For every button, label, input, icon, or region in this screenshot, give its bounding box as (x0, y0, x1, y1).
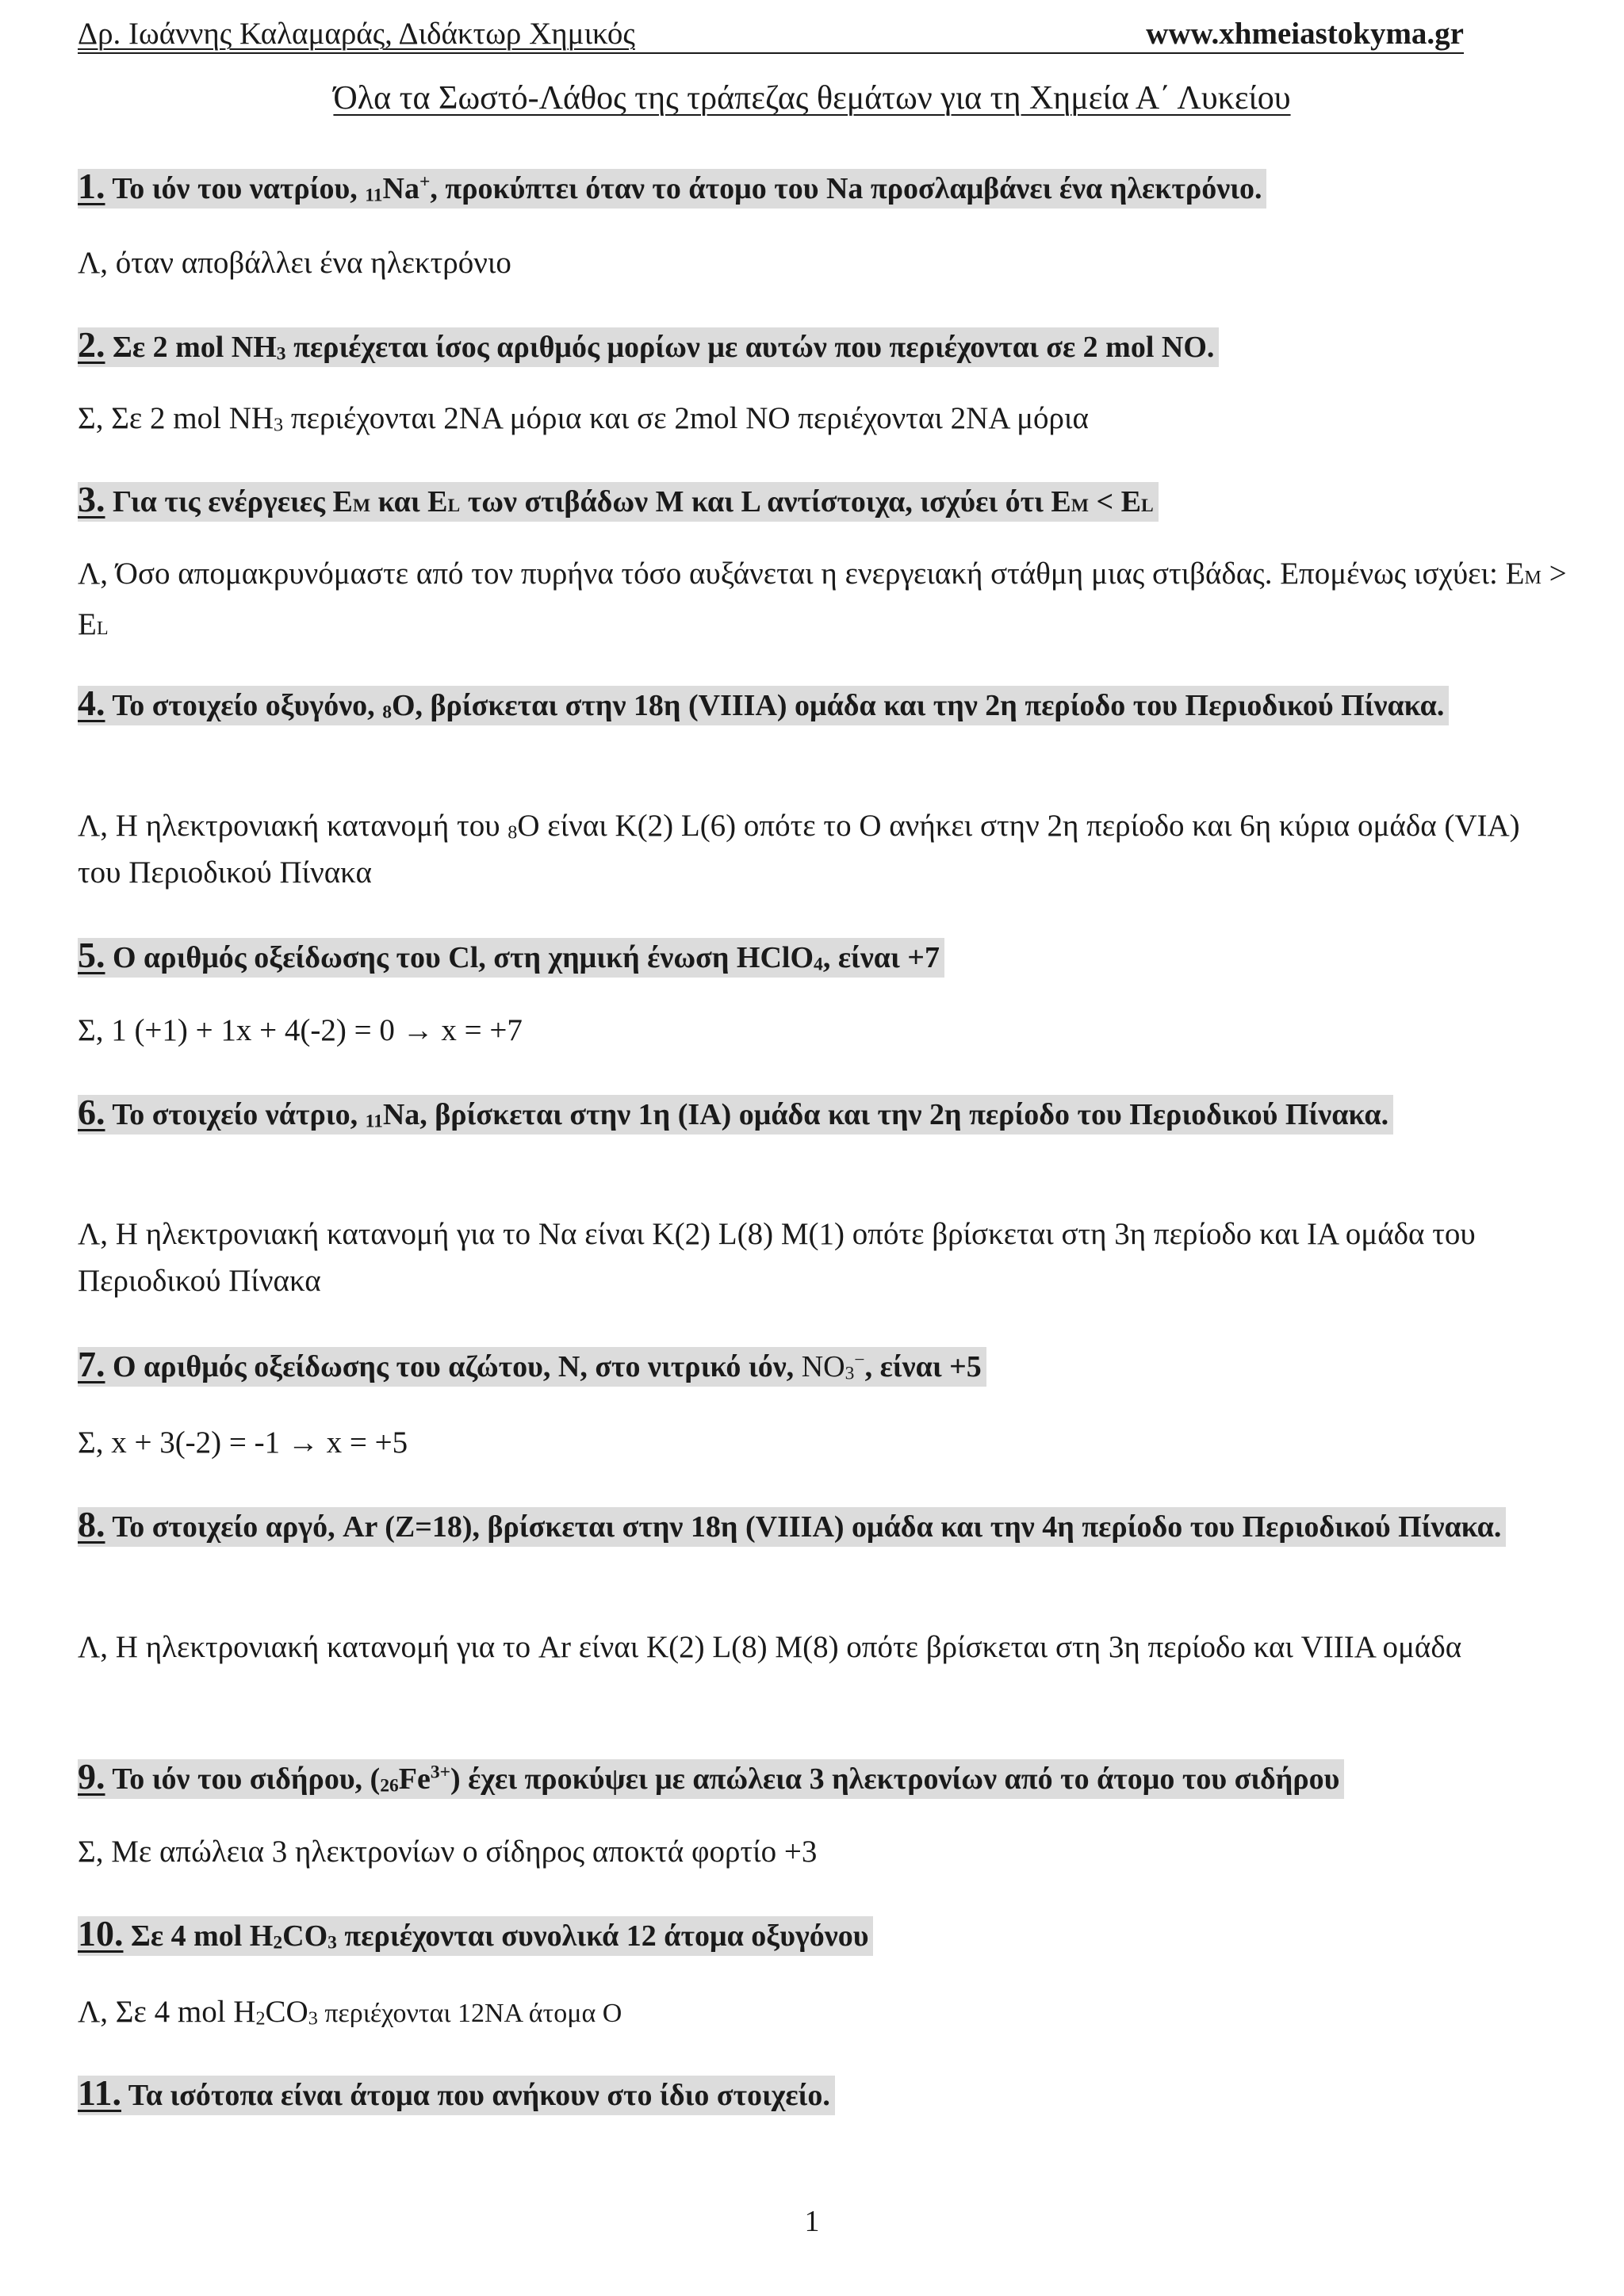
question-7 (78, 1341, 1568, 1391)
question-number: 5. (78, 935, 105, 975)
answer-4: Λ, Η ηλεκτρονιακή κατανομή του $_8$O είναι K(2) L(6) οπότε το O ανήκει στην 2η περίοδο και 6η κύρια ομάδα (VIA) του Περιοδικού Πίνακα (78, 809, 1520, 890)
question-3 (78, 476, 1568, 530)
answer-7: Σ, x + 3(-2) = -1 → x = +5 (78, 1425, 408, 1460)
document-title: Όλα τα Σωστό-Λάθος της τράπεζας θεμάτων για τη Χημεία Α΄ Λυκείου (333, 80, 1291, 117)
answer-3: Λ, Όσο απομακρυνόμαστε από τον πυρήνα τόσο αυξάνεται η ενεργειακή στάθμη μιας στιβάδας. Επομένως ισχύει: EM > EL (78, 557, 1567, 641)
nitrate-ion-formula: $NO_3^-$ (801, 1349, 865, 1384)
question-8 (78, 1501, 1568, 1551)
question-text: 6. Το στοιχείο νάτριο, $_{11}$Na, βρίσκεται στην 1η (IA) ομάδα και την 2η περίοδο του Περιοδικού Πίνακα. (78, 1095, 1393, 1135)
answer-1: Λ, όταν αποβάλλει ένα ηλεκτρόνιο (78, 246, 511, 280)
question-text: 1. Το ιόν του νατρίου, $_{11}$Na+, προκύπτει όταν το άτομο του Na προσλαμβάνει ένα ηλεκτρόνιο. (78, 169, 1266, 209)
question-5 (78, 932, 1568, 982)
question-11 (78, 2069, 1568, 2119)
question-10 (78, 1910, 1568, 1960)
question-text: 4. Το στοιχείο οξυγόνο, $_8$O, βρίσκεται στην 18η (VIIIA) ομάδα και την 2η περίοδο του Περιοδικού Πίνακα. (78, 686, 1449, 725)
question-number: 3. (78, 479, 105, 519)
author-name: Δρ. Ιωάννης Καλαμαράς, Διδάκτωρ Χημικός (78, 17, 635, 51)
question-2 (78, 321, 1568, 371)
question-text: 10. Σε 4 mol $H_2CO_3$ περιέχονται συνολικά 12 άτομα οξυγόνου (78, 1916, 873, 1956)
question-number: 2. (78, 324, 105, 365)
question-text: 2. Σε 2 mol $NH_3$ περιέχεται ίσος αριθμός μορίων με αυτών που περιέχονται σε 2 mol NO. (78, 327, 1219, 367)
question-9 (78, 1753, 1568, 1803)
question-number: 1. (78, 166, 105, 206)
question-text: 3. Για τις ενέργειες EM και EL των στιβάδων M και L αντίστοιχα, ισχύει ότι EM < EL (78, 482, 1159, 522)
question-number: 9. (78, 1756, 105, 1797)
question-4 (78, 679, 1568, 729)
question-number: 8. (78, 1504, 105, 1544)
website-url[interactable]: www.xhmeiastokyma.gr (1146, 17, 1464, 51)
page-number: 1 (804, 2205, 820, 2238)
question-number: 11. (78, 2072, 121, 2113)
question-text: 9. Το ιόν του σιδήρου, $(_{26}Fe^{3+})$ έχει προκύψει με απώλεια 3 ηλεκτρονίων από το άτομο του σιδήρου (78, 1759, 1344, 1799)
header-rule (78, 52, 1464, 54)
answer-9: Σ, Με απώλεια 3 ηλεκτρονίων ο σίδηρος αποκτά φορτίο +3 (78, 1835, 818, 1869)
question-text: 8. Το στοιχείο αργό, Ar (Z=18), βρίσκεται στην 18η (VIIIA) ομάδα και την 4η περίοδο του Περιοδικού Πίνακα. (78, 1507, 1506, 1547)
answer-10: Λ, Σε 4 mol $H_2CO_3$ περιέχονται 12NA άτομα O (78, 1995, 622, 2030)
question-1 (78, 163, 1568, 212)
question-number: 6. (78, 1092, 105, 1132)
answer-6: Λ, Η ηλεκτρονιακή κατανομή για το Να είναι K(2) L(8) M(1) οπότε βρίσκεται στη 3η περίοδο και IA ομάδα του Περιοδικού Πίνακα (78, 1217, 1476, 1298)
question-text: 5. Ο αριθμός οξείδωσης του Cl, στη χημική ένωση HClO$_4$, είναι +7 (78, 938, 944, 978)
question-text: 7. Ο αριθμός οξείδωσης του αζώτου, N, στο νιτρικό ιόν, $NO_3^-$, είναι +5 (78, 1347, 986, 1387)
question-text: 11. Τα ισότοπα είναι άτομα που ανήκουν στο ίδιο στοιχείο. (78, 2076, 835, 2115)
answer-5: Σ, 1 (+1) + 1x + 4(-2) = 0 → x = +7 (78, 1013, 523, 1047)
question-number: 4. (78, 683, 105, 723)
question-number: 7. (78, 1344, 105, 1384)
question-6 (78, 1089, 1568, 1138)
answer-8: Λ, Η ηλεκτρονιακή κατανομή για το Ar είναι K(2) L(8) M(8) οπότε βρίσκεται στη 3η περίοδο και VIIIA ομάδα (78, 1630, 1462, 1664)
answer-2: Σ, Σε 2 mol $NH_3$ περιέχονται 2NA μόρια και σε 2mol NO περιέχονται 2NA μόρια (78, 401, 1089, 436)
question-number: 10. (78, 1913, 124, 1954)
page-header (78, 16, 1464, 54)
